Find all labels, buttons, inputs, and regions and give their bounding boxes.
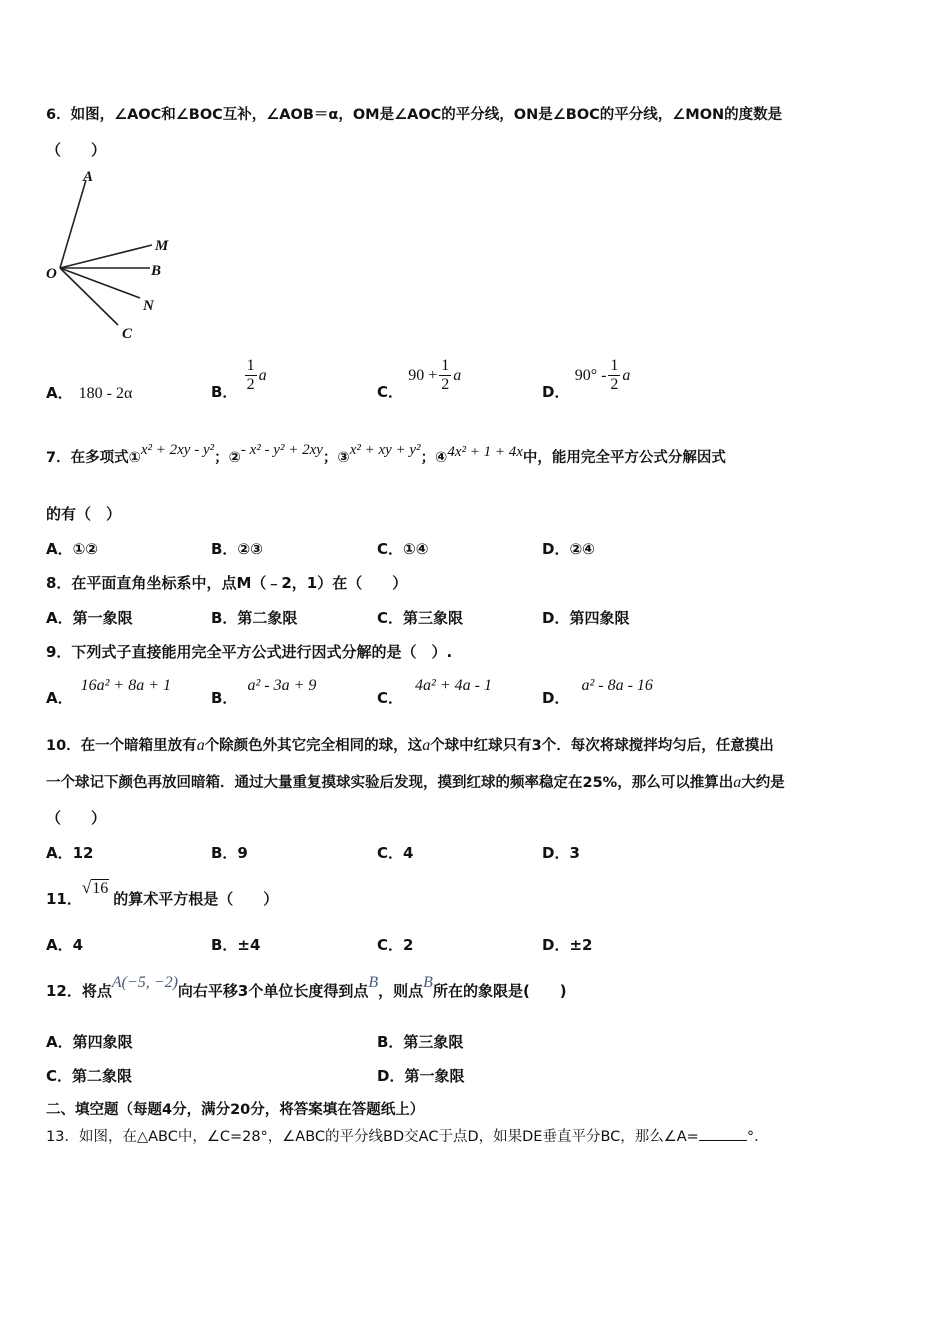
q6-option-b: B． $\frac{1}{2}$ a xyxy=(211,357,267,401)
q7-option-a: A．①② xyxy=(46,540,99,558)
q8-option-c: C．第三象限 xyxy=(377,609,464,627)
q10-var-a-2: a xyxy=(422,737,431,754)
q7-stem-line2: 的有（ ） xyxy=(46,505,122,523)
q7-option-c: C．①④ xyxy=(377,540,429,558)
q10-stem-line2: 一个球记下颜色再放回暗箱．通过大量重复摸球实验后发现，摸到红球的频率稳定在25%，那么可以推算出a大约是 xyxy=(46,774,785,791)
q10-paren: （ ） xyxy=(46,809,107,827)
q8-stem: 8．在平面直角坐标系中，点M（﹣2，1）在（ ） xyxy=(46,574,408,592)
angle-figure xyxy=(40,165,190,350)
label-A: A xyxy=(83,169,94,185)
q12-option-a: A．第四象限 xyxy=(46,1033,133,1051)
q10-option-a: A．12 xyxy=(46,844,94,862)
q11-stem: 11．√16的算术平方根是（ ） xyxy=(46,878,279,908)
q7-option-d: D．②④ xyxy=(542,540,595,558)
q12-option-c: C．第二象限 xyxy=(46,1067,133,1085)
q12-pointB-2: B xyxy=(423,974,433,991)
section-2-title: 二、填空题（每题4分，满分20分，将答案填在答题纸上） xyxy=(46,1102,425,1118)
q11-option-b: B．±4 xyxy=(211,936,261,954)
label-B: B xyxy=(151,263,162,279)
ray-OA xyxy=(60,180,86,268)
label-C: C xyxy=(122,326,133,342)
ray-OM xyxy=(60,245,152,268)
label-M: M xyxy=(155,238,169,254)
q12-option-b: B．第三象限 xyxy=(377,1033,464,1051)
q8-option-d: D．第四象限 xyxy=(542,609,630,627)
q9-option-d: D．a² - 8a - 16 xyxy=(542,677,653,707)
q7-stem: 7．在多项式①x² + 2xy - y²；②- x² - y² + 2xy；③x² + xy + y²；④4x² + 1 + 4x中，能用完全平方公式分解因式 xyxy=(46,442,726,466)
q8-option-b: B．第二象限 xyxy=(211,609,298,627)
q6-option-d: D． 90° - $\frac{1}{2}$ a xyxy=(542,357,631,401)
q9-option-b: B．a² - 3a + 9 xyxy=(211,677,317,707)
q10-option-c: C．4 xyxy=(377,844,414,862)
ray-OC xyxy=(60,268,118,325)
q6-stem: 6．如图，∠AOC和∠BOC互补，∠AOB＝α，OM是∠AOC的平分线，ON是∠BOC的平分线，∠MON的度数是 xyxy=(46,107,783,123)
q10-option-b: B．9 xyxy=(211,844,248,862)
q11-option-a: A．4 xyxy=(46,936,84,954)
label-O: O xyxy=(46,266,57,282)
q10-var-a: a xyxy=(196,737,205,754)
q6-option-c: C． 90 + $\frac{1}{2}$ a xyxy=(377,357,462,401)
ray-ON xyxy=(60,268,140,298)
answer-blank xyxy=(699,1128,747,1141)
q10-stem-line1: 10．在一个暗箱里放有a个除颜色外其它完全相同的球，这a个球中红球只有3个．每次将球搅拌均匀后，任意摸出 xyxy=(46,737,774,754)
q11-option-d: D．±2 xyxy=(542,936,593,954)
q8-option-a: A．第一象限 xyxy=(46,609,133,627)
q10-option-d: D．3 xyxy=(542,844,580,862)
q10-var-a-3: a xyxy=(733,774,742,791)
q7-option-b: B．②③ xyxy=(211,540,263,558)
q12-option-d: D．第一象限 xyxy=(377,1067,465,1085)
q12-stem: 12．将点A(−5, −2)向右平移3个单位长度得到点B，则点B所在的象限是( ) xyxy=(46,974,567,1000)
q9-option-a: A．16a² + 8a + 1 xyxy=(46,677,171,707)
q9-option-c: C．4a² + 4a - 1 xyxy=(377,677,492,707)
q6-option-a: A． 180 - 2α xyxy=(46,384,133,402)
label-N: N xyxy=(143,298,154,314)
q11-option-c: C．2 xyxy=(377,936,414,954)
sqrt-expression: √16 xyxy=(81,878,109,897)
q6-paren: （ ） xyxy=(46,141,107,159)
q9-stem: 9．下列式子直接能用完全平方公式进行因式分解的是（ ）. xyxy=(46,643,453,661)
q13-stem: 13．如图，在△ABC中，∠C=28°，∠ABC的平分线BD交AC于点D，如果DE垂直平分BC，那么∠A= °． xyxy=(46,1129,769,1145)
